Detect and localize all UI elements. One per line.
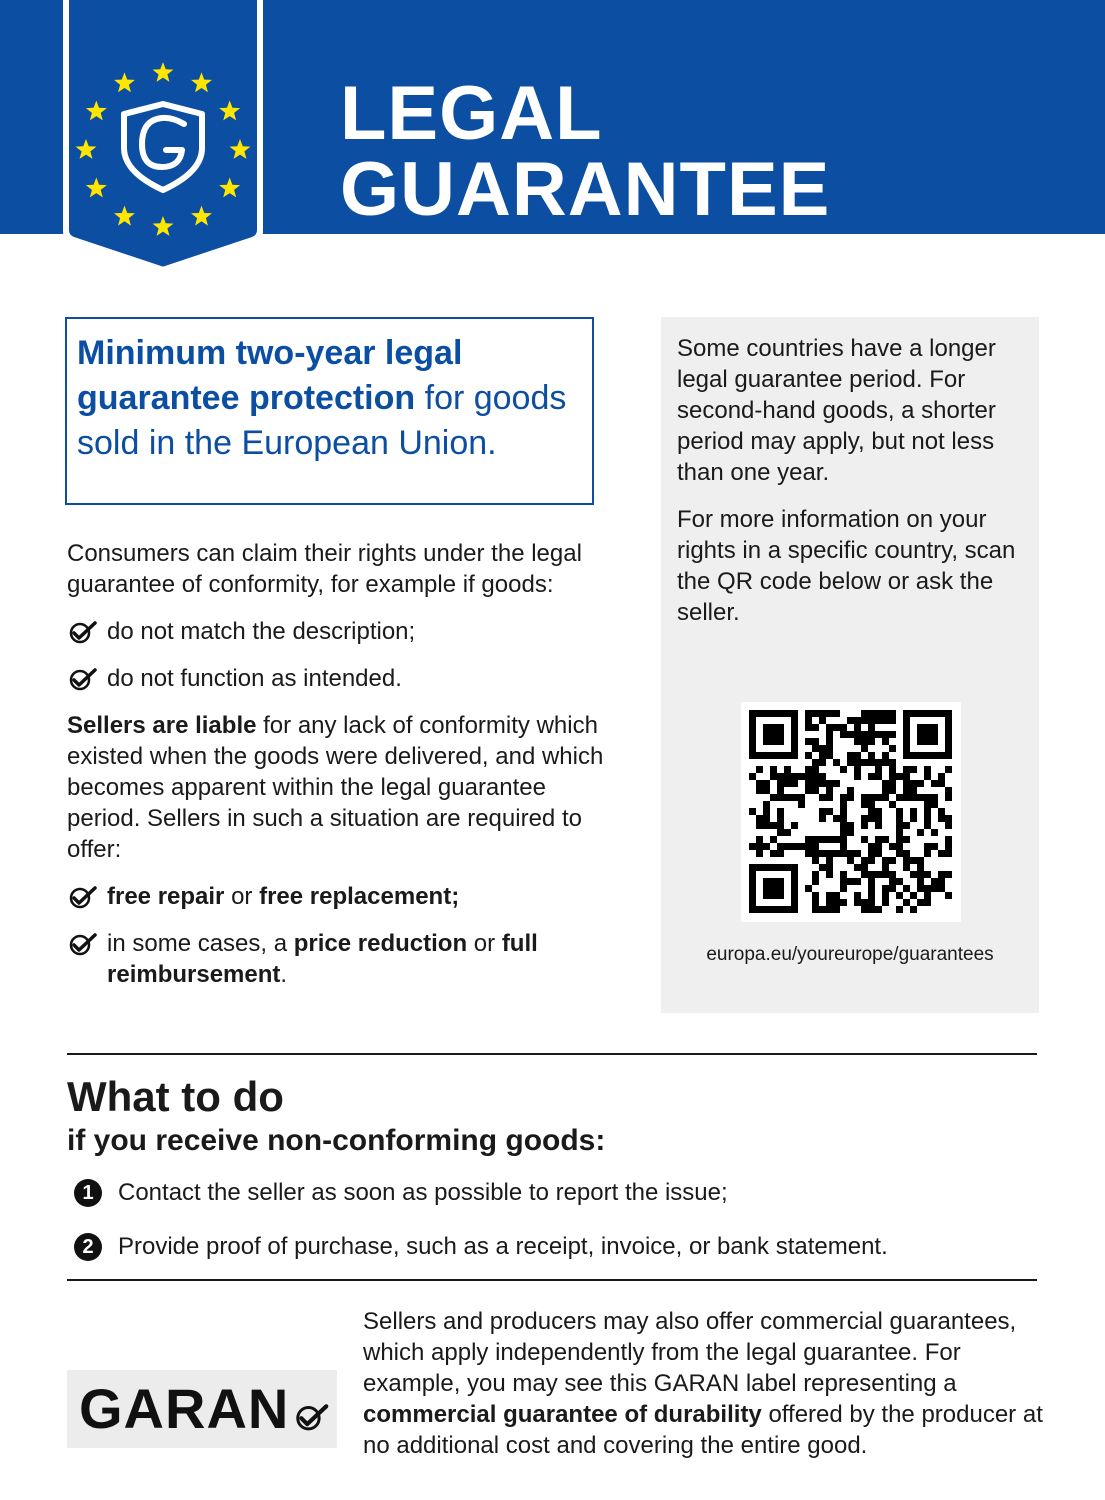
- commercial-text-post: offered by the producer at no additional cost and covering the entire good.: [363, 1401, 1043, 1459]
- qr-code[interactable]: [741, 702, 961, 922]
- offer-end: .: [280, 961, 288, 988]
- info-paragraph-1: Some countries have a longer legal guarantee period. For second-hand goods, a shorter period may apply, but not less than one year.: [677, 335, 996, 486]
- sellers-liable-bold: Sellers are liable: [67, 712, 257, 739]
- divider: [67, 1053, 1037, 1055]
- garan-label: [67, 1370, 337, 1448]
- commercial-text-pre: Sellers and producers may also offer commercial guarantees, which apply independently from the legal guarantee. For example, you may see this GARAN label representing a: [363, 1308, 1017, 1397]
- check-icon: [67, 881, 107, 912]
- highlight-rest: for goods sold in the European Union.: [77, 379, 567, 462]
- offer-full-reimbursement: full reimbursement: [107, 930, 538, 988]
- what-to-do-heading: What to do: [67, 1073, 284, 1120]
- divider: [67, 1279, 1037, 1281]
- step-text: Contact the seller as soon as possible to report the issue;: [118, 1179, 728, 1206]
- rights-intro: Consumers can claim their rights under the legal guarantee of conformity, for example if goods:: [67, 540, 582, 598]
- step-number-badge: 1: [74, 1179, 102, 1207]
- commercial-guarantee-paragraph: [363, 1306, 1053, 1461]
- step-text: Provide proof of purchase, such as a receipt, invoice, or bank statement.: [118, 1233, 888, 1260]
- title-line-1: LEGAL: [340, 71, 603, 156]
- offer-item: [67, 881, 607, 912]
- offer-text: [107, 928, 607, 990]
- offer-text: [107, 881, 607, 912]
- offer-free-repair: free repair: [107, 883, 225, 910]
- highlight-bold: Minimum two-year legal guarantee protection: [77, 334, 463, 417]
- offer-prefix: in some cases, a: [107, 930, 294, 957]
- step-item: [74, 1233, 888, 1261]
- offer-free-replacement: free replacement;: [259, 883, 460, 910]
- eu-guarantee-shield-logo: [62, 0, 264, 274]
- commercial-text-bold: commercial guarantee of durability: [363, 1401, 762, 1428]
- bullet-text: do not function as intended.: [107, 665, 402, 692]
- bullet-item: [67, 616, 607, 647]
- garan-wordmark: GARAN: [79, 1377, 290, 1440]
- check-icon: [293, 1402, 331, 1432]
- rights-section: [67, 538, 607, 1006]
- offer-price-reduction: price reduction: [293, 930, 468, 957]
- check-icon: [67, 616, 107, 647]
- offer-connector: or: [467, 930, 502, 957]
- page-title: [340, 71, 831, 232]
- highlight-box: [65, 317, 594, 505]
- info-paragraph-2: For more information on your rights in a specific country, scan the QR code below or ask the seller.: [677, 506, 1016, 626]
- step-number-badge: 2: [74, 1233, 102, 1261]
- guarantees-url: europa.eu/youreurope/guarantees: [706, 944, 994, 965]
- offer-item: [67, 928, 607, 990]
- what-to-do-subheading: if you receive non-conforming goods:: [67, 1124, 606, 1157]
- offer-connector: or: [224, 883, 260, 910]
- step-item: [74, 1179, 728, 1207]
- bullet-text: do not match the description;: [107, 618, 416, 645]
- sellers-liable-text: for any lack of conformity which existed when the goods were delivered, and which becomes apparent within the legal guarantee period. Sellers in such a situation are required to offer:: [67, 712, 604, 863]
- qr-code-image: [741, 702, 961, 922]
- title-line-2: GUARANTEE: [340, 147, 831, 232]
- check-icon: [67, 928, 107, 959]
- check-icon: [67, 663, 107, 694]
- bullet-item: [67, 663, 607, 694]
- info-box: [661, 317, 1039, 1013]
- sellers-liable-paragraph: [67, 710, 607, 865]
